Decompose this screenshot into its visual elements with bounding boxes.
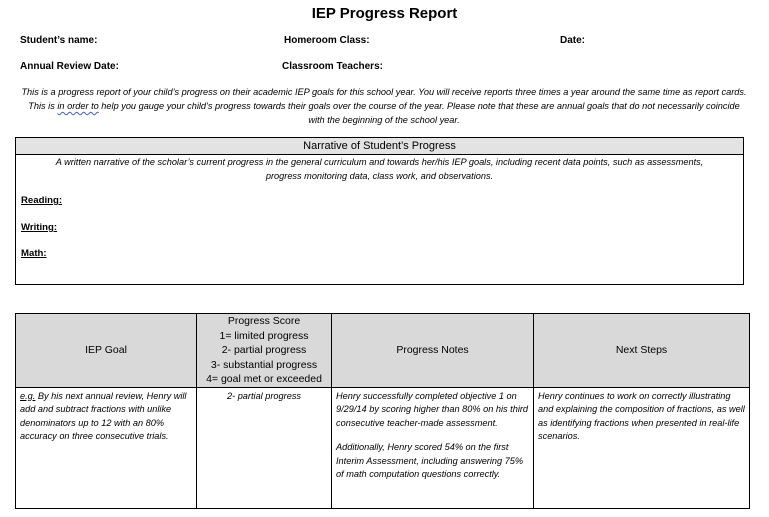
reading-label: Reading: bbox=[21, 195, 63, 206]
table-header-row bbox=[16, 314, 750, 388]
classroom-teachers-label: Classroom Teachers: bbox=[282, 61, 383, 72]
page-title: IEP Progress Report bbox=[311, 5, 458, 22]
intro-line-1: This is a progress report of your child’s progress on their academic IEP goals for this school year. You will receive reports three times a year around the same time as report cards. bbox=[21, 87, 747, 97]
header-progress-notes: Progress Notes bbox=[332, 314, 534, 388]
grammar-underline: in order to bbox=[57, 101, 99, 111]
annual-review-date-label: Annual Review Date: bbox=[20, 61, 119, 72]
table-row bbox=[16, 387, 750, 509]
intro-paragraph bbox=[16, 85, 752, 127]
header-progress-score: Progress Score 1= limited progress 2- partial progress 3- substantial progress 4= goal met or exceeded bbox=[197, 314, 332, 388]
notes-cell: Henry successfully completed objective 1 on 9/29/14 by scoring higher than 80% on his third consecutive teacher-made assessment. Additionally, Henry scored 54% on the first Interim Assessment, including answering 75% of math computation questions correctly. bbox=[332, 387, 534, 509]
homeroom-class-label: Homeroom Class: bbox=[284, 35, 370, 46]
date-label: Date: bbox=[560, 35, 586, 46]
header-iep-goal: IEP Goal bbox=[16, 314, 197, 388]
next-steps-cell: Henry continues to work on correctly illustrating and explaining the composition of fractions, as well as identifying fractions when presented in real-life scenarios. bbox=[534, 387, 750, 509]
student-name-label: Student’s name: bbox=[20, 35, 98, 46]
math-label: Math: bbox=[21, 248, 47, 259]
narrative-box bbox=[15, 137, 744, 285]
writing-label: Writing: bbox=[21, 222, 58, 233]
narrative-heading: Narrative of Student’s Progress bbox=[16, 138, 743, 155]
intro-line-3: with the beginning of the school year. bbox=[308, 115, 460, 125]
header-next-steps: Next Steps bbox=[534, 314, 750, 388]
intro-line-2: This is in order to help you gauge your child’s progress towards their goals over the course of the year. Please note that these are annual goals that do not necessarily coincide bbox=[28, 101, 740, 111]
score-cell: 2- partial progress bbox=[197, 387, 332, 509]
narrative-description: A written narrative of the scholar’s current progress in the general curriculum and towards her/his IEP goals, including recent data points, such as assessments, progress monitoring data, class work, and observations. bbox=[55, 157, 704, 181]
goal-cell: e.g. By his next annual review, Henry will add and subtract fractions with unlike denominators up to 12 with an 80% accuracy on three consecutive trials. bbox=[16, 387, 197, 509]
iep-goal-table bbox=[15, 313, 750, 509]
